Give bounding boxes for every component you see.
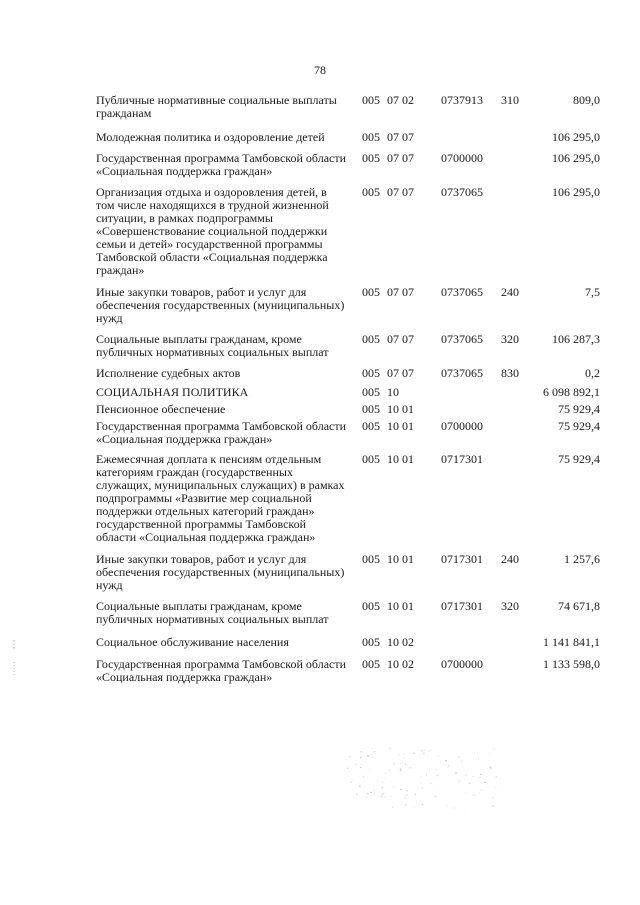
row-section-code: 10 01 xyxy=(387,402,414,416)
scan-margin-mark xyxy=(12,640,16,676)
table-row xyxy=(96,636,606,649)
row-sum: 1 141 841,1 xyxy=(543,635,600,649)
row-target-code: 0737065 xyxy=(441,185,483,199)
row-expense-type-code: 320 xyxy=(501,599,519,613)
row-admin-code: 005 xyxy=(362,452,380,466)
row-section-code: 10 01 xyxy=(387,419,414,433)
table-row xyxy=(96,131,606,144)
row-section-code: 07 07 xyxy=(387,185,414,199)
row-target-code: 0717301 xyxy=(441,452,483,466)
row-sum: 7,5 xyxy=(585,285,600,299)
row-sum: 1 133 598,0 xyxy=(543,657,600,671)
row-section-code: 07 07 xyxy=(387,332,414,346)
row-name: Пенсионное обеспечение xyxy=(96,402,226,416)
scan-noise-artifact xyxy=(347,748,497,810)
row-expense-type-code: 240 xyxy=(501,285,519,299)
row-sum: 75 929,4 xyxy=(558,402,600,416)
row-admin-code: 005 xyxy=(362,151,380,165)
row-name: Государственная программа Тамбовской области «Социальная поддержка граждан» xyxy=(96,657,347,684)
row-section-code: 07 02 xyxy=(387,93,414,107)
row-target-code: 0717301 xyxy=(441,599,483,613)
row-admin-code: 005 xyxy=(362,332,380,346)
row-sum: 75 929,4 xyxy=(558,452,600,466)
row-sum: 75 929,4 xyxy=(558,419,600,433)
row-section-code: 07 07 xyxy=(387,130,414,144)
row-section-code: 10 01 xyxy=(387,599,414,613)
table-row xyxy=(96,403,606,416)
row-admin-code: 005 xyxy=(362,285,380,299)
table-row xyxy=(96,386,606,399)
row-admin-code: 005 xyxy=(362,385,380,399)
row-expense-type-code: 310 xyxy=(501,93,519,107)
row-sum: 0,2 xyxy=(585,366,600,380)
table-row xyxy=(96,453,606,544)
row-sum: 106 295,0 xyxy=(552,185,600,199)
row-name: Социальные выплаты гражданам, кроме публичных нормативных социальных выплат xyxy=(96,332,329,359)
row-section-code: 07 07 xyxy=(387,366,414,380)
row-sum: 74 671,8 xyxy=(558,599,600,613)
row-expense-type-code: 240 xyxy=(501,552,519,566)
row-section-code: 10 02 xyxy=(387,635,414,649)
table-row xyxy=(96,420,606,446)
row-sum: 1 257,6 xyxy=(564,552,600,566)
row-admin-code: 005 xyxy=(362,130,380,144)
row-name: Иные закупки товаров, работ и услуг для обеспечения государственных (муниципальных) нужд xyxy=(96,285,345,325)
row-sum: 106 295,0 xyxy=(552,130,600,144)
row-name: Исполнение судебных актов xyxy=(96,366,241,380)
table-row xyxy=(96,286,606,325)
row-expense-type-code: 830 xyxy=(501,366,519,380)
row-target-code: 0737913 xyxy=(441,93,483,107)
row-section-code: 07 07 xyxy=(387,285,414,299)
table-row xyxy=(96,152,606,178)
table-row xyxy=(96,94,606,120)
row-target-code: 0700000 xyxy=(441,657,483,671)
row-target-code: 0737065 xyxy=(441,332,483,346)
row-target-code: 0737065 xyxy=(441,366,483,380)
table-row xyxy=(96,186,606,277)
row-admin-code: 005 xyxy=(362,93,380,107)
table-row xyxy=(96,600,606,626)
row-target-code: 0700000 xyxy=(441,151,483,165)
row-name: Ежемесячная доплата к пенсиям отдельным категориям граждан (государственных служащих, муниципальных служащих) в рамках подпрограммы «Развитие мер социальной поддержки отдельных категорий граждан» государственной программы Тамбовской области «Социальная поддержка граждан» xyxy=(96,452,345,544)
row-expense-type-code: 320 xyxy=(501,332,519,346)
row-sum: 106 295,0 xyxy=(552,151,600,165)
row-admin-code: 005 xyxy=(362,419,380,433)
row-sum: 6 098 892,1 xyxy=(543,385,600,399)
row-name: Государственная программа Тамбовской области «Социальная поддержка граждан» xyxy=(96,151,347,178)
row-name: Молодежная политика и оздоровление детей xyxy=(96,130,325,144)
row-section-code: 10 xyxy=(387,385,399,399)
row-name: Публичные нормативные социальные выплаты гражданам xyxy=(96,93,337,120)
table-row xyxy=(96,333,606,359)
row-admin-code: 005 xyxy=(362,552,380,566)
row-name: Социальные выплаты гражданам, кроме публичных нормативных социальных выплат xyxy=(96,599,329,626)
page-number: 78 xyxy=(314,63,326,77)
row-name: СОЦИАЛЬНАЯ ПОЛИТИКА xyxy=(96,385,249,399)
budget-table xyxy=(96,94,606,684)
table-row xyxy=(96,367,606,380)
row-admin-code: 005 xyxy=(362,635,380,649)
row-admin-code: 005 xyxy=(362,402,380,416)
row-admin-code: 005 xyxy=(362,366,380,380)
table-row xyxy=(96,658,606,684)
row-name: Государственная программа Тамбовской области «Социальная поддержка граждан» xyxy=(96,419,347,446)
row-section-code: 10 02 xyxy=(387,657,414,671)
table-row xyxy=(96,553,606,592)
row-name: Иные закупки товаров, работ и услуг для обеспечения государственных (муниципальных) нужд xyxy=(96,552,345,592)
row-section-code: 07 07 xyxy=(387,151,414,165)
row-name: Социальное обслуживание населения xyxy=(96,635,289,649)
row-admin-code: 005 xyxy=(362,657,380,671)
row-admin-code: 005 xyxy=(362,599,380,613)
row-section-code: 10 01 xyxy=(387,452,414,466)
row-target-code: 0717301 xyxy=(441,552,483,566)
row-sum: 809,0 xyxy=(573,93,600,107)
row-target-code: 0700000 xyxy=(441,419,483,433)
row-name: Организация отдыха и оздоровления детей, в том числе находящихся в трудной жизненной ситуации, в рамках подпрограммы «Совершенствование социальной поддержки семьи и детей» государственной программы Тамбовской области «Социальная поддержка граждан» xyxy=(96,185,329,277)
row-target-code: 0737065 xyxy=(441,285,483,299)
row-admin-code: 005 xyxy=(362,185,380,199)
row-sum: 106 287,3 xyxy=(552,332,600,346)
row-section-code: 10 01 xyxy=(387,552,414,566)
